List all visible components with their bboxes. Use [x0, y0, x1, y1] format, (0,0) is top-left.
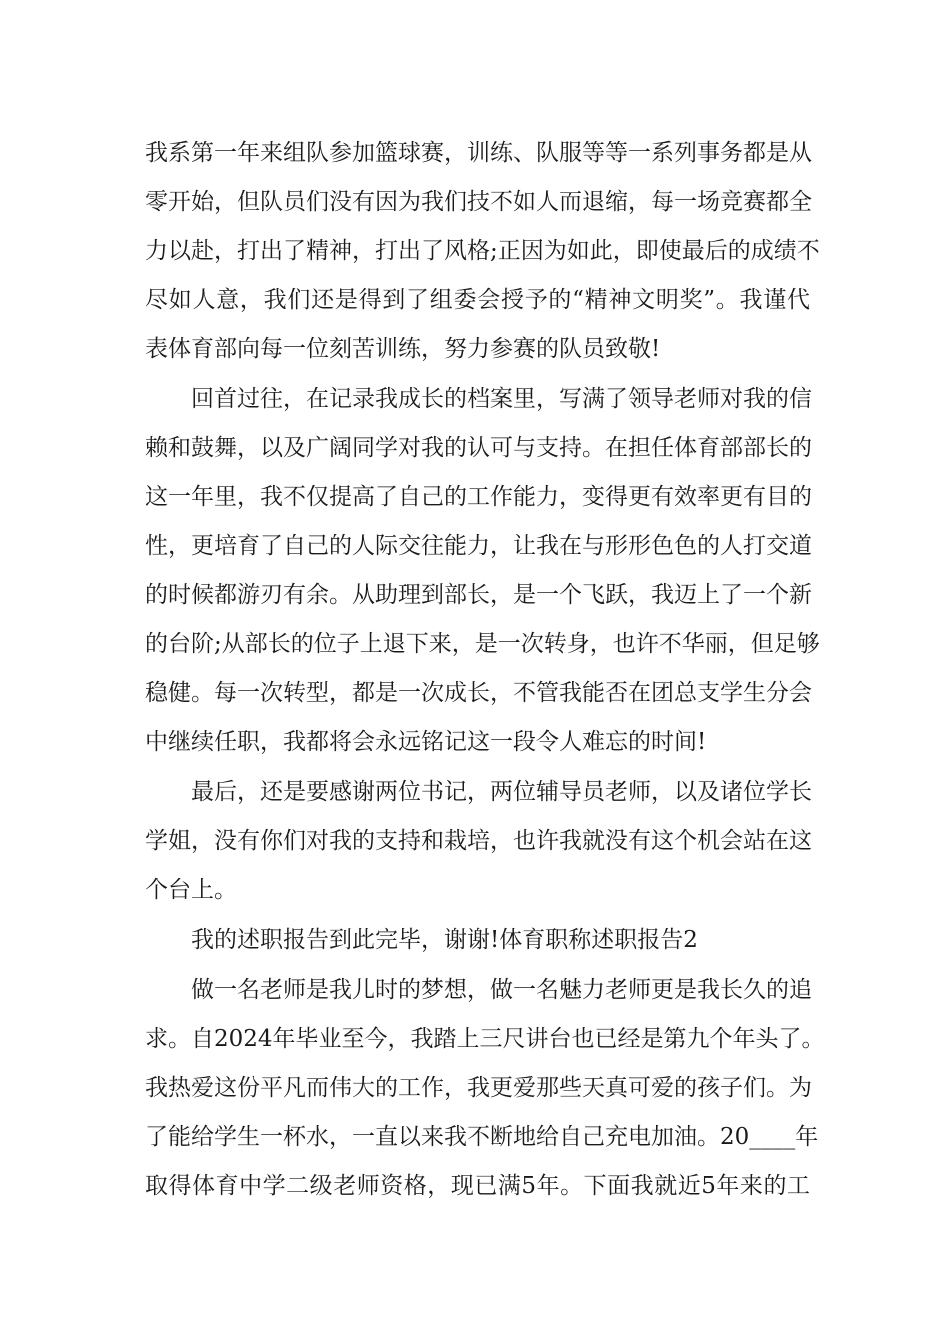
- text-line: 表体育部向每一位刻苦训练，努力参赛的队员致敬!: [145, 336, 661, 362]
- text-line: 了能给学生一杯水，一直以来我不断地给自己充电加油。20____年: [145, 1124, 819, 1150]
- text-line: 我系第一年来组队参加篮球赛，训练、队服等等一系列事务都是从: [145, 140, 812, 166]
- text-line: 零开始，但队员们没有因为我们技不如人而退缩，每一场竞赛都全: [145, 189, 812, 215]
- paragraph-first-line: 最后，还是要感谢两位书记，两位辅导员老师，以及诸位学长: [191, 779, 812, 805]
- paragraph-first-line: 回首过往，在记录我成长的档案里，写满了领导老师对我的信: [191, 386, 812, 412]
- text-line: 的台阶;从部长的位子上退下来，是一次转身，也许不华丽，但足够: [145, 631, 820, 657]
- text-line: 中继续任职，我都将会永远铭记这一段令人难忘的时间!: [145, 729, 707, 755]
- text-line: 尽如人意，我们还是得到了组委会授予的“精神文明奖”。我谨代: [145, 287, 810, 313]
- text-line: 力以赴，打出了精神，打出了风格;正因为如此，即使最后的成绩不: [145, 238, 820, 264]
- text-line: 我热爱这份平凡而伟大的工作，我更爱那些天真可爱的孩子们。为: [145, 1075, 812, 1101]
- text-line: 稳健。每一次转型，都是一次成长，不管我能否在团总支学生分会: [145, 680, 812, 706]
- text-line: 取得体育中学二级老师资格，现已满5年。下面我就近5年来的工: [145, 1173, 810, 1199]
- text-line: 赖和鼓舞，以及广阔同学对我的认可与支持。在担任体育部部长的: [145, 435, 812, 461]
- text-line: 这一年里，我不仅提高了自己的工作能力，变得更有效率更有目的: [145, 484, 812, 510]
- text-line: 的时候都游刃有余。从助理到部长，是一个飞跃，我迈上了一个新: [145, 582, 812, 608]
- text-line: 学姐，没有你们对我的支持和栽培，也许我就没有这个机会站在这: [145, 828, 812, 854]
- text-line: 个台上。: [145, 877, 237, 903]
- text-line: 求。自2024年毕业至今，我踏上三尺讲台也已经是第九个年头了。: [145, 1026, 825, 1052]
- paragraph-first-line: 我的述职报告到此完毕，谢谢!体育职称述职报告2: [191, 927, 698, 953]
- paragraph-first-line: 做一名老师是我儿时的梦想，做一名魅力老师更是我长久的追: [191, 977, 812, 1003]
- text-line: 性，更培育了自己的人际交往能力，让我在与形形色色的人打交道: [145, 533, 812, 559]
